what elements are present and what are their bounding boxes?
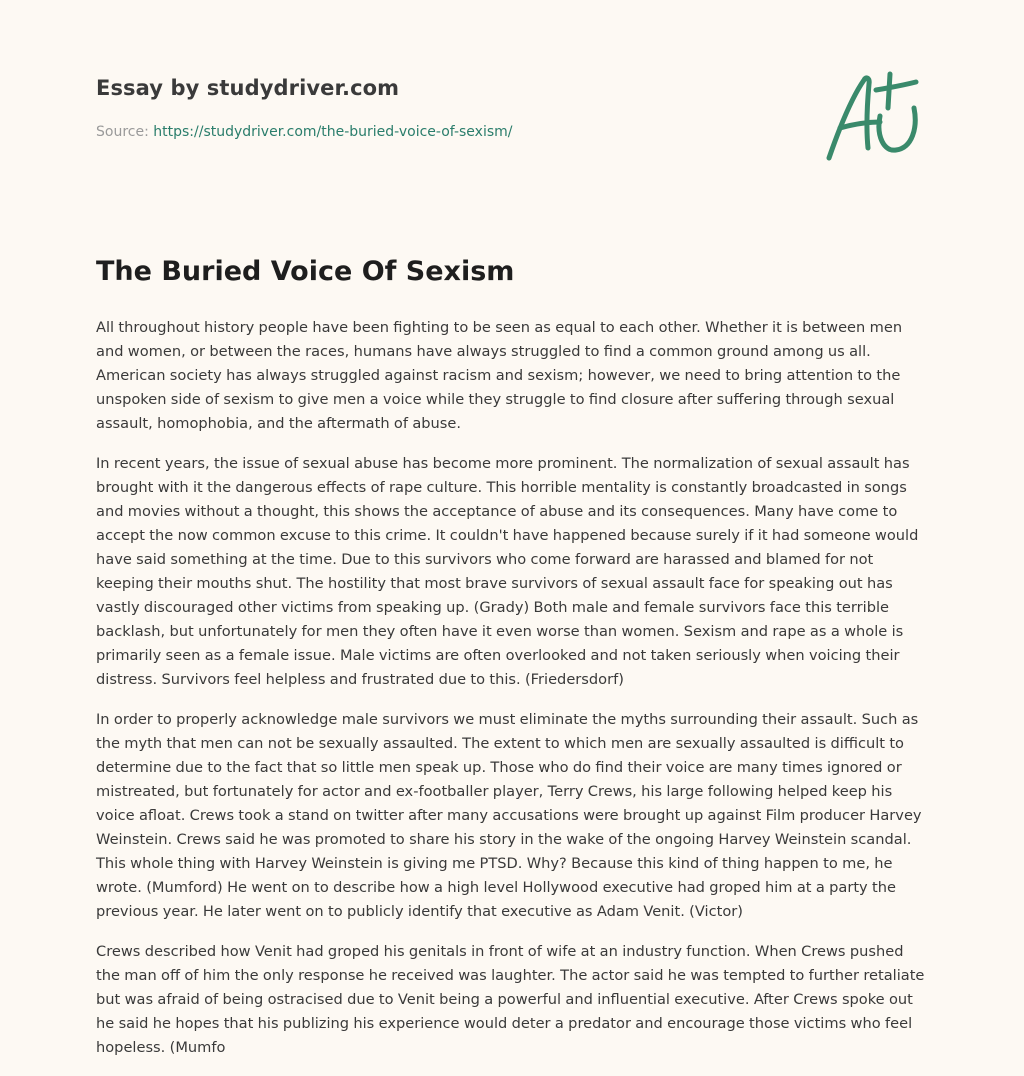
- essay-body: [96, 316, 930, 1076]
- source-label: Source:: [96, 124, 149, 140]
- source-link[interactable]: https://studydriver.com/the-buried-voice-of-sexism/: [153, 124, 513, 140]
- essay-paragraph: Crews described how Venit had groped his genitals in front of wife at an industry function. When Crews pushed the man off of him the only response he received was laughter. The actor said he was tempted to further retaliate but was afraid of being ostracised due to Venit being a powerful and influential executive. After Crews spoke out he said he hopes that his publizing his experience would deter a predator and encourage those victims who feel hopeless. (Mumfo: [96, 943, 925, 1056]
- essay-paragraph: In recent years, the issue of sexual abuse has become more prominent. The normalization of sexual assault has brought with it the dangerous effects of rape culture. This horrible mentality is constantly broadcasted in songs and movies without a thought, this shows the acceptance of abuse and its consequences. Many have come to accept the now common excuse to this crime. It couldn't have happened because surely if it had someone would have said something at the time. Due to this survivors who come forward are harassed and blamed for not keeping their mouths shut. The hostility that most brave survivors of sexual assault face for speaking out has vastly discouraged other victims from speaking up. (Grady) Both male and female survivors face this terrible backlash, but unfortunately for men they often have it even worse than women. Sexism and rape as a whole is primarily seen as a female issue. Male victims are often overlooked and not taken seriously when voicing their distress. Survivors feel helpless and frustrated due to this. (Friedersdorf): [96, 455, 919, 688]
- essay-paragraph: All throughout history people have been fighting to be seen as equal to each other. Whether it is between men and women, or between the races, humans have always struggled to find a common ground among us all. American society has always struggled against racism and sexism; however, we need to bring attention to the unspoken side of sexism to give men a voice while they struggle to find closure after suffering through sexual assault, homophobia, and the aftermath of abuse.: [96, 319, 903, 432]
- source-line: [96, 124, 512, 140]
- a-plus-logo-icon: [820, 66, 930, 166]
- essay-title: The Buried Voice Of Sexism: [96, 256, 515, 287]
- essay-paragraph: In order to properly acknowledge male survivors we must eliminate the myths surrounding their assault. Such as the myth that men can not be sexually assaulted. The extent to which men are sexually assaulted is difficult to determine due to the fact that so little men speak up. Those who do find their voice are many times ignored or mistreated, but fortunately for actor and ex-footballer player, Terry Crews, his large following helped keep his voice afloat. Crews took a stand on twitter after many accusations were brought up against Film producer Harvey Weinstein. Crews said he was promoted to share his story in the wake of the ongoing Harvey Weinstein scandal. This whole thing with Harvey Weinstein is giving me PTSD. Why? Because this kind of thing happen to me, he wrote. (Mumford) He went on to describe how a high level Hollywood executive had groped him at a party the previous year. He later went on to publicly identify that executive as Adam Venit. (Victor): [96, 711, 922, 920]
- site-brand: Essay by studydriver.com: [96, 76, 400, 100]
